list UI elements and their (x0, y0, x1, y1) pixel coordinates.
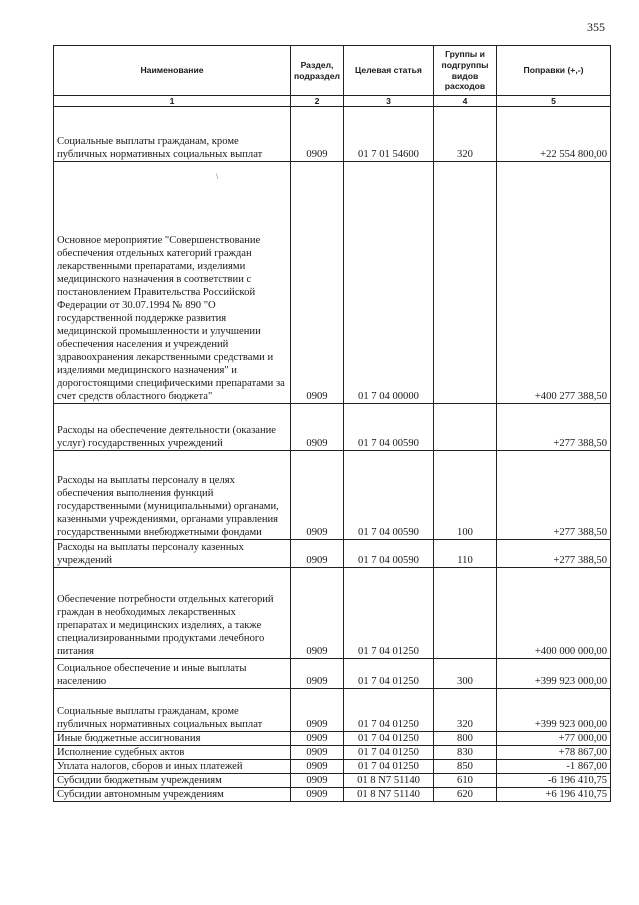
row-group (434, 162, 497, 404)
row-section: 0909 (291, 404, 344, 451)
table-row (54, 162, 611, 404)
row-name: Уплата налогов, сборов и иных платежей (54, 760, 291, 774)
row-section: 0909 (291, 540, 344, 568)
row-section: 0909 (291, 746, 344, 760)
row-group: 620 (434, 788, 497, 802)
row-name: Социальные выплаты гражданам, кроме публичных нормативных социальных выплат (54, 107, 291, 162)
row-target: 01 7 04 01250 (344, 732, 434, 746)
row-group: 800 (434, 732, 497, 746)
row-target: 01 7 04 01250 (344, 689, 434, 732)
header-expense-groups: Группы и подгруппы видов расходов (434, 46, 497, 96)
table-row (54, 568, 611, 659)
row-amount: +277 388,50 (497, 404, 611, 451)
row-group: 320 (434, 107, 497, 162)
row-section: 0909 (291, 107, 344, 162)
row-amount: +77 000,00 (497, 732, 611, 746)
row-target: 01 7 01 54600 (344, 107, 434, 162)
row-group: 110 (434, 540, 497, 568)
row-target: 01 7 04 00000 (344, 162, 434, 404)
row-group: 100 (434, 451, 497, 540)
row-section: 0909 (291, 162, 344, 404)
row-amount: +399 923 000,00 (497, 689, 611, 732)
row-amount: +277 388,50 (497, 451, 611, 540)
table-row (54, 404, 611, 451)
row-name: Субсидии автономным учреждениям (54, 788, 291, 802)
table-row (54, 689, 611, 732)
column-number: 1 (54, 96, 291, 107)
row-target: 01 7 04 01250 (344, 746, 434, 760)
row-name: Иные бюджетные ассигнования (54, 732, 291, 746)
row-target: 01 8 N7 51140 (344, 774, 434, 788)
table-row (54, 746, 611, 760)
row-group: 320 (434, 689, 497, 732)
row-amount: -6 196 410,75 (497, 774, 611, 788)
row-section: 0909 (291, 568, 344, 659)
row-group (434, 404, 497, 451)
row-amount: +277 388,50 (497, 540, 611, 568)
row-section: 0909 (291, 659, 344, 689)
row-amount: -1 867,00 (497, 760, 611, 774)
table-row (54, 540, 611, 568)
row-group: 610 (434, 774, 497, 788)
row-target: 01 7 04 00590 (344, 451, 434, 540)
row-section: 0909 (291, 788, 344, 802)
column-number-row (54, 96, 611, 107)
row-group: 830 (434, 746, 497, 760)
column-number: 4 (434, 96, 497, 107)
row-target: 01 7 04 01250 (344, 760, 434, 774)
row-amount: +399 923 000,00 (497, 659, 611, 689)
row-section: 0909 (291, 689, 344, 732)
row-name: Расходы на выплаты персоналу казенных учреждений (54, 540, 291, 568)
table-row (54, 774, 611, 788)
row-section: 0909 (291, 732, 344, 746)
header-amendments: Поправки (+,-) (497, 46, 611, 96)
row-amount: +22 554 800,00 (497, 107, 611, 162)
row-name: Социальное обеспечение и иные выплаты населению (54, 659, 291, 689)
row-target: 01 7 04 00590 (344, 404, 434, 451)
row-section: 0909 (291, 760, 344, 774)
row-name: Расходы на обеспечение деятельности (оказание услуг) государственных учреждений (54, 404, 291, 451)
row-name: Расходы на выплаты персоналу в целях обеспечения выполнения функций государственными (муниципальными) органами, казенными учреждениями, органами управления государственными внебюджетными фондами (54, 451, 291, 540)
page-number: 355 (587, 20, 605, 34)
table-row (54, 451, 611, 540)
row-group (434, 568, 497, 659)
header-section: Раздел, подраздел (291, 46, 344, 96)
row-amount: +400 000 000,00 (497, 568, 611, 659)
budget-amendments-table (53, 45, 611, 802)
table-row (54, 788, 611, 802)
row-target: 01 7 04 00590 (344, 540, 434, 568)
header-row (54, 46, 611, 96)
row-target: 01 7 04 01250 (344, 659, 434, 689)
row-target: 01 8 N7 51140 (344, 788, 434, 802)
row-amount: +400 277 388,50 (497, 162, 611, 404)
column-number: 3 (344, 96, 434, 107)
row-name: Субсидии бюджетным учреждениям (54, 774, 291, 788)
row-group: 850 (434, 760, 497, 774)
header-target-article: Целевая статья (344, 46, 434, 96)
row-name: Социальные выплаты гражданам, кроме публичных нормативных социальных выплат (54, 689, 291, 732)
table-row (54, 107, 611, 162)
stray-scan-mark: \ (216, 172, 219, 181)
column-number: 5 (497, 96, 611, 107)
row-amount: +78 867,00 (497, 746, 611, 760)
row-section: 0909 (291, 451, 344, 540)
row-name: Основное мероприятие "Совершенствование обеспечения отдельных категорий граждан лекарственными препаратами, изделиями медицинского назначения в соответствии с постановлением Правительства Российской Федерации от 30.07.1994 № 890 "О государственной поддержке развития медицинской промышленности и улучшении обеспечения населения и учреждений здравоохранения лекарственными средствами и изделиями медицинского назначения" и дорогостоящими специфическими препаратами за счет средств областного бюджета" (54, 162, 291, 404)
row-group: 300 (434, 659, 497, 689)
row-amount: +6 196 410,75 (497, 788, 611, 802)
header-name: Наименование (54, 46, 291, 96)
row-name: Обеспечение потребности отдельных категорий граждан в необходимых лекарственных препаратах и медицинских изделиях, а также специализированными продуктами лечебного питания (54, 568, 291, 659)
table-row (54, 760, 611, 774)
column-number: 2 (291, 96, 344, 107)
row-section: 0909 (291, 774, 344, 788)
row-target: 01 7 04 01250 (344, 568, 434, 659)
table-row (54, 659, 611, 689)
row-name: Исполнение судебных актов (54, 746, 291, 760)
table-row (54, 732, 611, 746)
